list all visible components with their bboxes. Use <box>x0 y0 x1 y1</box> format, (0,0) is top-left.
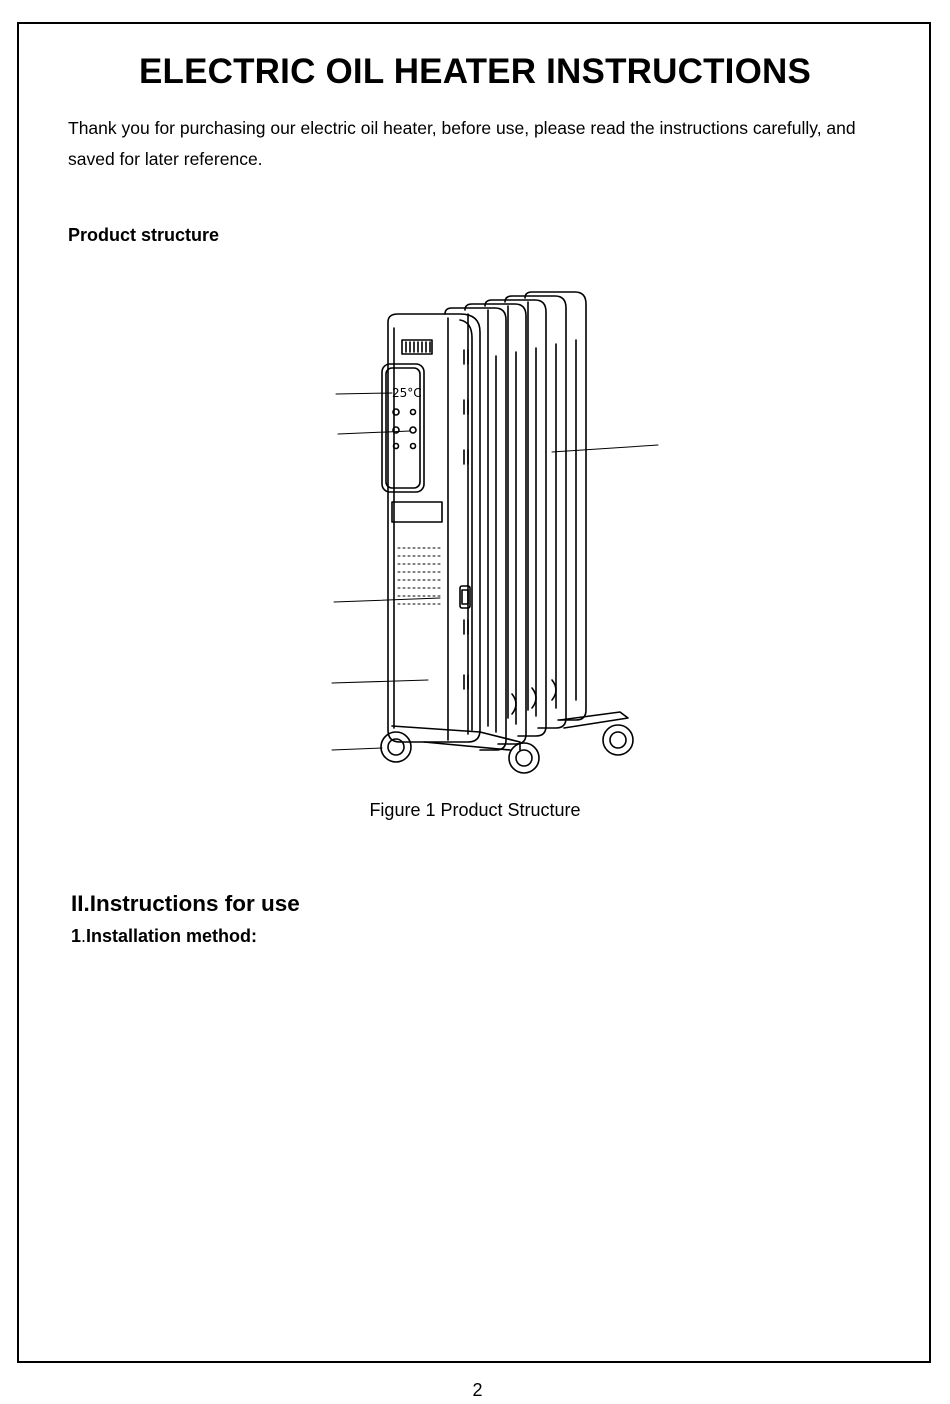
heater-fins <box>445 292 586 750</box>
document-title: ELECTRIC OIL HEATER INSTRUCTIONS <box>138 52 812 91</box>
subsection-number: 1 <box>71 926 82 946</box>
intro-paragraph: Thank you for purchasing our electric oil heater, before use, please read the instructions carefully, and saved for later reference. <box>68 118 856 169</box>
product-structure-heading: Product structure <box>68 225 220 245</box>
subsection-dot: . <box>81 926 87 946</box>
page-number: 2 <box>472 1380 483 1400</box>
heater-diagram <box>320 280 670 780</box>
figure-caption: Figure 1 Product Structure <box>369 800 581 820</box>
heater-grille <box>398 548 442 604</box>
instructions-heading: II.Instructions for use <box>71 891 300 916</box>
display-reading: 25°C <box>392 386 422 400</box>
subsection-title: Installation method: <box>86 926 258 946</box>
heater-front-panel <box>382 314 480 742</box>
leader-lines <box>332 393 658 750</box>
installation-method-heading <box>71 926 257 947</box>
